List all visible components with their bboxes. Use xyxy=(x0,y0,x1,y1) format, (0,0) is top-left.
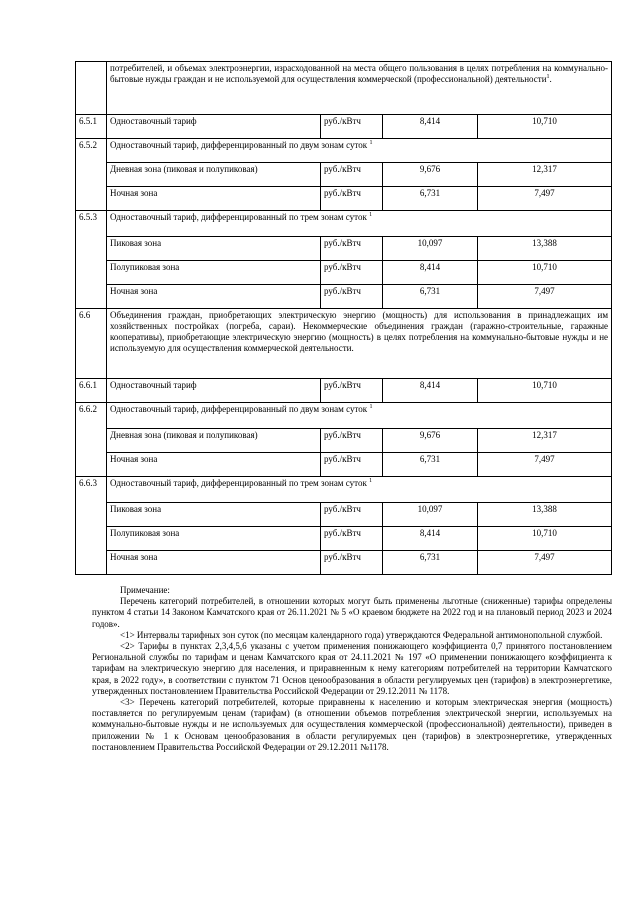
row-number: 6.5.1 xyxy=(76,115,107,139)
value-1: 8,414 xyxy=(383,527,478,551)
row-number: 6.6 xyxy=(76,309,107,379)
table-row xyxy=(76,527,612,551)
zone-name: Ночная зона xyxy=(107,187,321,211)
value-2: 7,497 xyxy=(478,551,612,575)
unit: руб./кВтч xyxy=(321,115,383,139)
row-number: 6.5.2 xyxy=(76,139,107,211)
zone-name: Ночная зона xyxy=(107,285,321,309)
value-2: 10,710 xyxy=(478,261,612,285)
table-row xyxy=(76,429,612,453)
table-row xyxy=(76,309,612,379)
table-row xyxy=(76,379,612,403)
note-paragraph: <3> Перечень категорий потребителей, которые приравнены к населению и которым электрическая энергия (мощность) поставляется по регулируемым ценам (тарифам) (в отношении объемов потребления электрической энергии, используемых на коммунально-бытовые нужды и не используемых для осуществления коммерческой (профессиональной) деятельности), приведен в приложении № 1 к Основам ценообразования в области регулируемых цен (тарифов) в электроэнергетике, утвержденных постановлением Правительства Российской Федерации от 29.12.2011 №1178. xyxy=(92,697,612,752)
value-2: 12,317 xyxy=(478,429,612,453)
zone-name: Ночная зона xyxy=(107,551,321,575)
value-1: 9,676 xyxy=(383,163,478,187)
table-row xyxy=(76,551,612,575)
zone-name: Полупиковая зона xyxy=(107,527,321,551)
row-number: 6.6.1 xyxy=(76,379,107,403)
tariff-name: Одноставочный тариф xyxy=(107,379,321,403)
table-row xyxy=(76,503,612,527)
row-number: 6.6.3 xyxy=(76,477,107,575)
zone-name: Полупиковая зона xyxy=(107,261,321,285)
value-1: 6,731 xyxy=(383,551,478,575)
table-row xyxy=(76,115,612,139)
table-row xyxy=(76,403,612,429)
tariff-name: Одноставочный тариф xyxy=(107,115,321,139)
unit: руб./кВтч xyxy=(321,379,383,403)
zone-name: Пиковая зона xyxy=(107,503,321,527)
zone-name: Дневная зона (пиковая и полупиковая) xyxy=(107,429,321,453)
value-2: 10,710 xyxy=(478,527,612,551)
table-row xyxy=(76,261,612,285)
value-2: 7,497 xyxy=(478,285,612,309)
notes-title: Примечание: xyxy=(120,585,170,595)
unit: руб./кВтч xyxy=(321,527,383,551)
table-row xyxy=(76,477,612,503)
tariff-name: Одноставочный тариф, дифференцированный по двум зонам суток $^1$ xyxy=(107,403,612,429)
row-number: 6.5.3 xyxy=(76,211,107,309)
table-row xyxy=(76,187,612,211)
unit: руб./кВтч xyxy=(321,453,383,477)
tariff-name: Одноставочный тариф, дифференцированный по двум зонам суток $^1$ xyxy=(107,139,612,163)
tariff-table xyxy=(75,61,612,575)
value-1: 10,097 xyxy=(383,237,478,261)
value-1: 6,731 xyxy=(383,285,478,309)
unit: руб./кВтч xyxy=(321,163,383,187)
row-number: 6.6.2 xyxy=(76,403,107,477)
note-paragraph: <1> Интервалы тарифных зон суток (по месяцам календарного года) утверждаются Федеральной антимонопольной службой. xyxy=(120,629,603,640)
unit: руб./кВтч xyxy=(321,503,383,527)
unit: руб./кВтч xyxy=(321,237,383,261)
value-1: 6,731 xyxy=(383,453,478,477)
unit: руб./кВтч xyxy=(321,285,383,309)
note-paragraph: Перечень категорий потребителей, в отношении которых могут быть применены льготные (сниженные) тарифы определены пунктом 4 статьи 14 Законом Камчатского края от 26.11.2021 № 5 «О краевом бюджете на 2022 год и на плановый период 2023 и 2024 годов». xyxy=(92,596,612,629)
group-description: Объединения граждан, приобретающих электрическую энергию (мощность) для использования в принадлежащих им хозяйственных постройках (погреба, сараи). Некоммерческие объединения граждан (гаражно-строительные, гаражные кооперативы), приобретающие электрическую энергию (мощность) в целях потребления на коммунально-бытовые нужды и не используемую для осуществления коммерческой деятельности. xyxy=(107,309,612,379)
tariff-name: Одноставочный тариф, дифференцированный по трем зонам суток $^1$ xyxy=(107,211,612,237)
unit: руб./кВтч xyxy=(321,187,383,211)
table-row xyxy=(76,139,612,163)
value-1: 8,414 xyxy=(383,379,478,403)
unit: руб./кВтч xyxy=(321,429,383,453)
value-2: 13,388 xyxy=(478,237,612,261)
value-2: 10,710 xyxy=(478,115,612,139)
table-row xyxy=(76,237,612,261)
note-paragraph: <2> Тарифы в пунктах 2,3,4,5,6 указаны с учетом применения понижающего коэффициента 0,7 принятого постановлением Региональной службы по тарифам и ценам Камчатского края от 24.11.2021 № 197 «О применении понижающего коэффициента к тарифам на электрическую энергию для населения, и приравненным к нему категориям потребителей на территории Камчатского края, в 2022 году», в соответствии с пунктом 71 Основ ценообразования в области регулируемых цен (тарифов) в электроэнергетике, утвержденных постановлением Правительства Российской Федерации от 29.12.2011 № 1178. xyxy=(92,641,612,696)
value-1: 9,676 xyxy=(383,429,478,453)
value-2: 10,710 xyxy=(478,379,612,403)
value-2: 7,497 xyxy=(478,453,612,477)
unit: руб./кВтч xyxy=(321,261,383,285)
value-2: 12,317 xyxy=(478,163,612,187)
table-row xyxy=(76,285,612,309)
table-row xyxy=(76,211,612,237)
value-1: 10,097 xyxy=(383,503,478,527)
value-1: 6,731 xyxy=(383,187,478,211)
intro-text: потребителей, и объемах электроэнергии, израсходованной на места общего пользования в целях потребления на коммунально-бытовые нужды граждан и не используемой для осуществления коммерческой (профессиональной) деятельности$^1$. xyxy=(107,62,612,115)
notes-section xyxy=(92,585,612,753)
value-1: 8,414 xyxy=(383,261,478,285)
unit: руб./кВтч xyxy=(321,551,383,575)
value-2: 13,388 xyxy=(478,503,612,527)
zone-name: Пиковая зона xyxy=(107,237,321,261)
table-row xyxy=(76,453,612,477)
value-1: 8,414 xyxy=(383,115,478,139)
zone-name: Дневная зона (пиковая и полупиковая) xyxy=(107,163,321,187)
value-2: 7,497 xyxy=(478,187,612,211)
tariff-name: Одноставочный тариф, дифференцированный по трем зонам суток $^1$ xyxy=(107,477,612,503)
table-row xyxy=(76,62,612,115)
zone-name: Ночная зона xyxy=(107,453,321,477)
table-row xyxy=(76,163,612,187)
